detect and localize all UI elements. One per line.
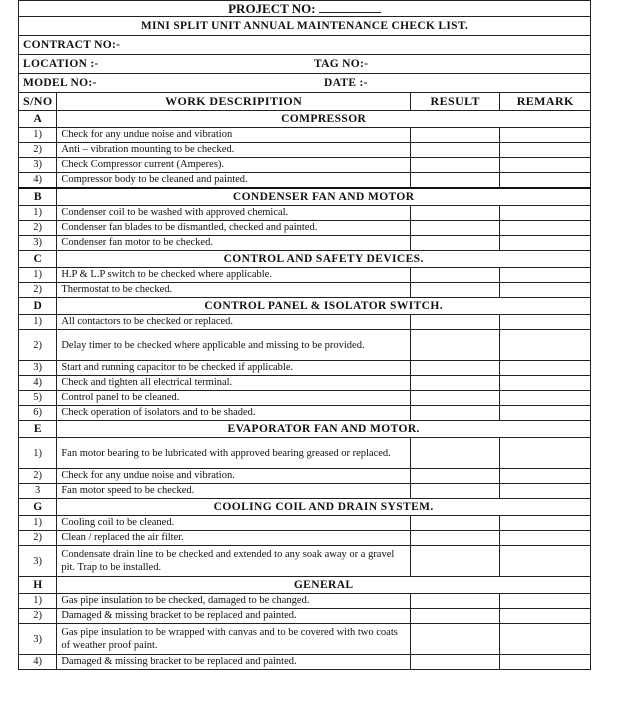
item-number: 4): [19, 655, 57, 670]
item-remark-cell[interactable]: [500, 143, 591, 158]
checklist-item-row: [19, 391, 591, 406]
item-number: 2): [19, 143, 57, 158]
section-title: GENERAL: [57, 577, 591, 594]
section-letter: C: [19, 251, 57, 268]
col-sno-header: S/NO: [19, 93, 57, 111]
col-work-header: WORK DESCRIPITION: [57, 93, 411, 111]
checklist-item-row: [19, 655, 591, 670]
item-result-cell[interactable]: [410, 655, 499, 670]
item-result-cell[interactable]: [410, 609, 499, 624]
checklist-item-row: [19, 173, 591, 189]
checklist-item-row: [19, 406, 591, 421]
item-remark-cell[interactable]: [500, 655, 591, 670]
item-description: Check for any undue noise and vibration.: [57, 469, 411, 484]
item-description: Condenser fan motor to be checked.: [57, 236, 411, 251]
contract-row: [19, 36, 591, 55]
item-remark-cell[interactable]: [500, 158, 591, 173]
section-header: [19, 298, 591, 315]
item-description: Compressor body to be cleaned and painted.: [57, 173, 411, 189]
section-letter: B: [19, 188, 57, 206]
checklist-item-row: [19, 143, 591, 158]
item-result-cell[interactable]: [410, 531, 499, 546]
item-result-cell[interactable]: [410, 438, 499, 469]
item-result-cell[interactable]: [410, 546, 499, 577]
checklist-item-row: [19, 283, 591, 298]
item-description: Clean / replaced the air filter.: [57, 531, 411, 546]
item-number: 2): [19, 609, 57, 624]
checklist-item-row: [19, 158, 591, 173]
checklist-item-row: [19, 315, 591, 330]
item-remark-cell[interactable]: [500, 206, 591, 221]
item-remark-cell[interactable]: [500, 283, 591, 298]
item-number: 1): [19, 268, 57, 283]
item-result-cell[interactable]: [410, 406, 499, 421]
item-result-cell[interactable]: [410, 484, 499, 499]
checklist-item-row: [19, 516, 591, 531]
checklist-item-row: [19, 268, 591, 283]
item-remark-cell[interactable]: [500, 546, 591, 577]
item-number: 3): [19, 236, 57, 251]
item-result-cell[interactable]: [410, 391, 499, 406]
item-number: 4): [19, 173, 57, 189]
section-title: COOLING COIL AND DRAIN SYSTEM.: [57, 499, 591, 516]
section-title: EVAPORATOR FAN AND MOTOR.: [57, 421, 591, 438]
item-number: 2): [19, 283, 57, 298]
item-number: 4): [19, 376, 57, 391]
item-number: 2): [19, 221, 57, 236]
checklist-item-row: [19, 206, 591, 221]
section-letter: D: [19, 298, 57, 315]
item-result-cell[interactable]: [410, 268, 499, 283]
section-title: CONTROL PANEL & ISOLATOR SWITCH.: [57, 298, 591, 315]
checklist-item-row: [19, 546, 591, 577]
item-result-cell[interactable]: [410, 376, 499, 391]
item-remark-cell[interactable]: [500, 438, 591, 469]
checklist-item-row: [19, 484, 591, 499]
checklist-item-row: [19, 531, 591, 546]
item-description: Cooling coil to be cleaned.: [57, 516, 411, 531]
item-remark-cell[interactable]: [500, 173, 591, 189]
item-remark-cell[interactable]: [500, 361, 591, 376]
item-result-cell[interactable]: [410, 143, 499, 158]
item-remark-cell[interactable]: [500, 391, 591, 406]
item-number: 1): [19, 438, 57, 469]
section-header: [19, 111, 591, 128]
project-label: PROJECT NO:: [228, 1, 316, 16]
item-description: Fan motor bearing to be lubricated with approved bearing greased or replaced.: [57, 438, 411, 469]
checklist-item-row: [19, 221, 591, 236]
section-letter: A: [19, 111, 57, 128]
checklist-item-row: [19, 594, 591, 609]
item-remark-cell[interactable]: [500, 376, 591, 391]
section-header: [19, 499, 591, 516]
item-remark-cell[interactable]: [500, 469, 591, 484]
item-description: Check and tighten all electrical terminal.: [57, 376, 411, 391]
col-result-header: RESULT: [410, 93, 499, 111]
item-remark-cell[interactable]: [500, 484, 591, 499]
item-description: Damaged & missing bracket to be replaced and painted.: [57, 609, 411, 624]
item-remark-cell[interactable]: [500, 315, 591, 330]
checklist-item-row: [19, 438, 591, 469]
item-number: 3: [19, 484, 57, 499]
item-description: Gas pipe insulation to be checked, damaged to be changed.: [57, 594, 411, 609]
item-description: Anti – vibration mounting to be checked.: [57, 143, 411, 158]
item-description: All contactors to be checked or replaced.: [57, 315, 411, 330]
checklist-item-row: [19, 361, 591, 376]
section-header: [19, 251, 591, 268]
item-result-cell[interactable]: [410, 315, 499, 330]
checklist-item-row: [19, 624, 591, 655]
date-label: DATE :-: [324, 77, 368, 89]
item-result-cell[interactable]: [410, 361, 499, 376]
checklist-table: [18, 0, 591, 670]
item-number: 1): [19, 128, 57, 143]
item-remark-cell[interactable]: [500, 594, 591, 609]
item-number: 3): [19, 361, 57, 376]
item-result-cell[interactable]: [410, 221, 499, 236]
contract-label: CONTRACT NO:-: [23, 39, 121, 51]
item-description: Thermostat to be checked.: [57, 283, 411, 298]
section-header: [19, 421, 591, 438]
column-header-row: [19, 93, 591, 111]
item-description: Condensate drain line to be checked and extended to any soak away or a gravel pit. Trap to be installed.: [57, 546, 411, 577]
checklist-sheet: [18, 0, 591, 670]
item-remark-cell[interactable]: [500, 609, 591, 624]
location-row: [19, 55, 591, 74]
item-number: 1): [19, 516, 57, 531]
item-result-cell[interactable]: [410, 206, 499, 221]
item-number: 1): [19, 206, 57, 221]
item-result-cell[interactable]: [410, 469, 499, 484]
section-header: [19, 188, 591, 206]
item-remark-cell[interactable]: [500, 221, 591, 236]
item-number: 2): [19, 531, 57, 546]
item-remark-cell[interactable]: [500, 128, 591, 143]
checklist-item-row: [19, 469, 591, 484]
item-remark-cell[interactable]: [500, 330, 591, 361]
section-letter: H: [19, 577, 57, 594]
project-number-blank[interactable]: [319, 1, 381, 13]
item-description: Condenser coil to be washed with approved chemical.: [57, 206, 411, 221]
project-row: [19, 1, 591, 17]
item-description: Control panel to be cleaned.: [57, 391, 411, 406]
item-number: 5): [19, 391, 57, 406]
item-remark-cell[interactable]: [500, 516, 591, 531]
item-result-cell[interactable]: [410, 173, 499, 189]
item-result-cell[interactable]: [410, 594, 499, 609]
checklist-item-row: [19, 128, 591, 143]
item-number: 3): [19, 158, 57, 173]
checklist-item-row: [19, 609, 591, 624]
item-number: 2): [19, 330, 57, 361]
item-result-cell[interactable]: [410, 624, 499, 655]
item-remark-cell[interactable]: [500, 531, 591, 546]
item-description: Check Compressor current (Amperes).: [57, 158, 411, 173]
item-description: Check operation of isolators and to be shaded.: [57, 406, 411, 421]
item-result-cell[interactable]: [410, 283, 499, 298]
item-description: Condenser fan blades to be dismantled, checked and painted.: [57, 221, 411, 236]
section-title: COMPRESSOR: [57, 111, 591, 128]
item-result-cell[interactable]: [410, 128, 499, 143]
item-remark-cell[interactable]: [500, 268, 591, 283]
section-letter: G: [19, 499, 57, 516]
item-result-cell[interactable]: [410, 236, 499, 251]
section-title: CONTROL AND SAFETY DEVICES.: [57, 251, 591, 268]
item-number: 1): [19, 315, 57, 330]
item-remark-cell[interactable]: [500, 624, 591, 655]
checklist-item-row: [19, 330, 591, 361]
item-remark-cell[interactable]: [500, 236, 591, 251]
checklist-item-row: [19, 236, 591, 251]
item-description: Start and running capacitor to be checked if applicable.: [57, 361, 411, 376]
section-letter: E: [19, 421, 57, 438]
location-label: LOCATION :-: [23, 58, 99, 70]
section-title: CONDENSER FAN AND MOTOR: [57, 188, 591, 206]
section-header: [19, 577, 591, 594]
item-result-cell[interactable]: [410, 516, 499, 531]
item-description: Check for any undue noise and vibration: [57, 128, 411, 143]
item-number: 2): [19, 469, 57, 484]
checklist-item-row: [19, 376, 591, 391]
item-description: Gas pipe insulation to be wrapped with canvas and to be covered with two coats of weather proof paint.: [57, 624, 411, 655]
item-number: 1): [19, 594, 57, 609]
item-description: Fan motor speed to be checked.: [57, 484, 411, 499]
item-result-cell[interactable]: [410, 158, 499, 173]
item-description: H.P & L.P switch to be checked where applicable.: [57, 268, 411, 283]
model-label: MODEL NO:-: [23, 77, 97, 89]
document-title: MINI SPLIT UNIT ANNUAL MAINTENANCE CHECK LIST.: [19, 17, 591, 36]
item-description: Damaged & missing bracket to be replaced and painted.: [57, 655, 411, 670]
model-row: [19, 74, 591, 93]
item-number: 3): [19, 624, 57, 655]
item-number: 3): [19, 546, 57, 577]
item-number: 6): [19, 406, 57, 421]
item-remark-cell[interactable]: [500, 406, 591, 421]
tag-label: TAG NO:-: [314, 58, 369, 70]
item-result-cell[interactable]: [410, 330, 499, 361]
col-remark-header: REMARK: [500, 93, 591, 111]
item-description: Delay timer to be checked where applicable and missing to be provided.: [57, 330, 411, 361]
